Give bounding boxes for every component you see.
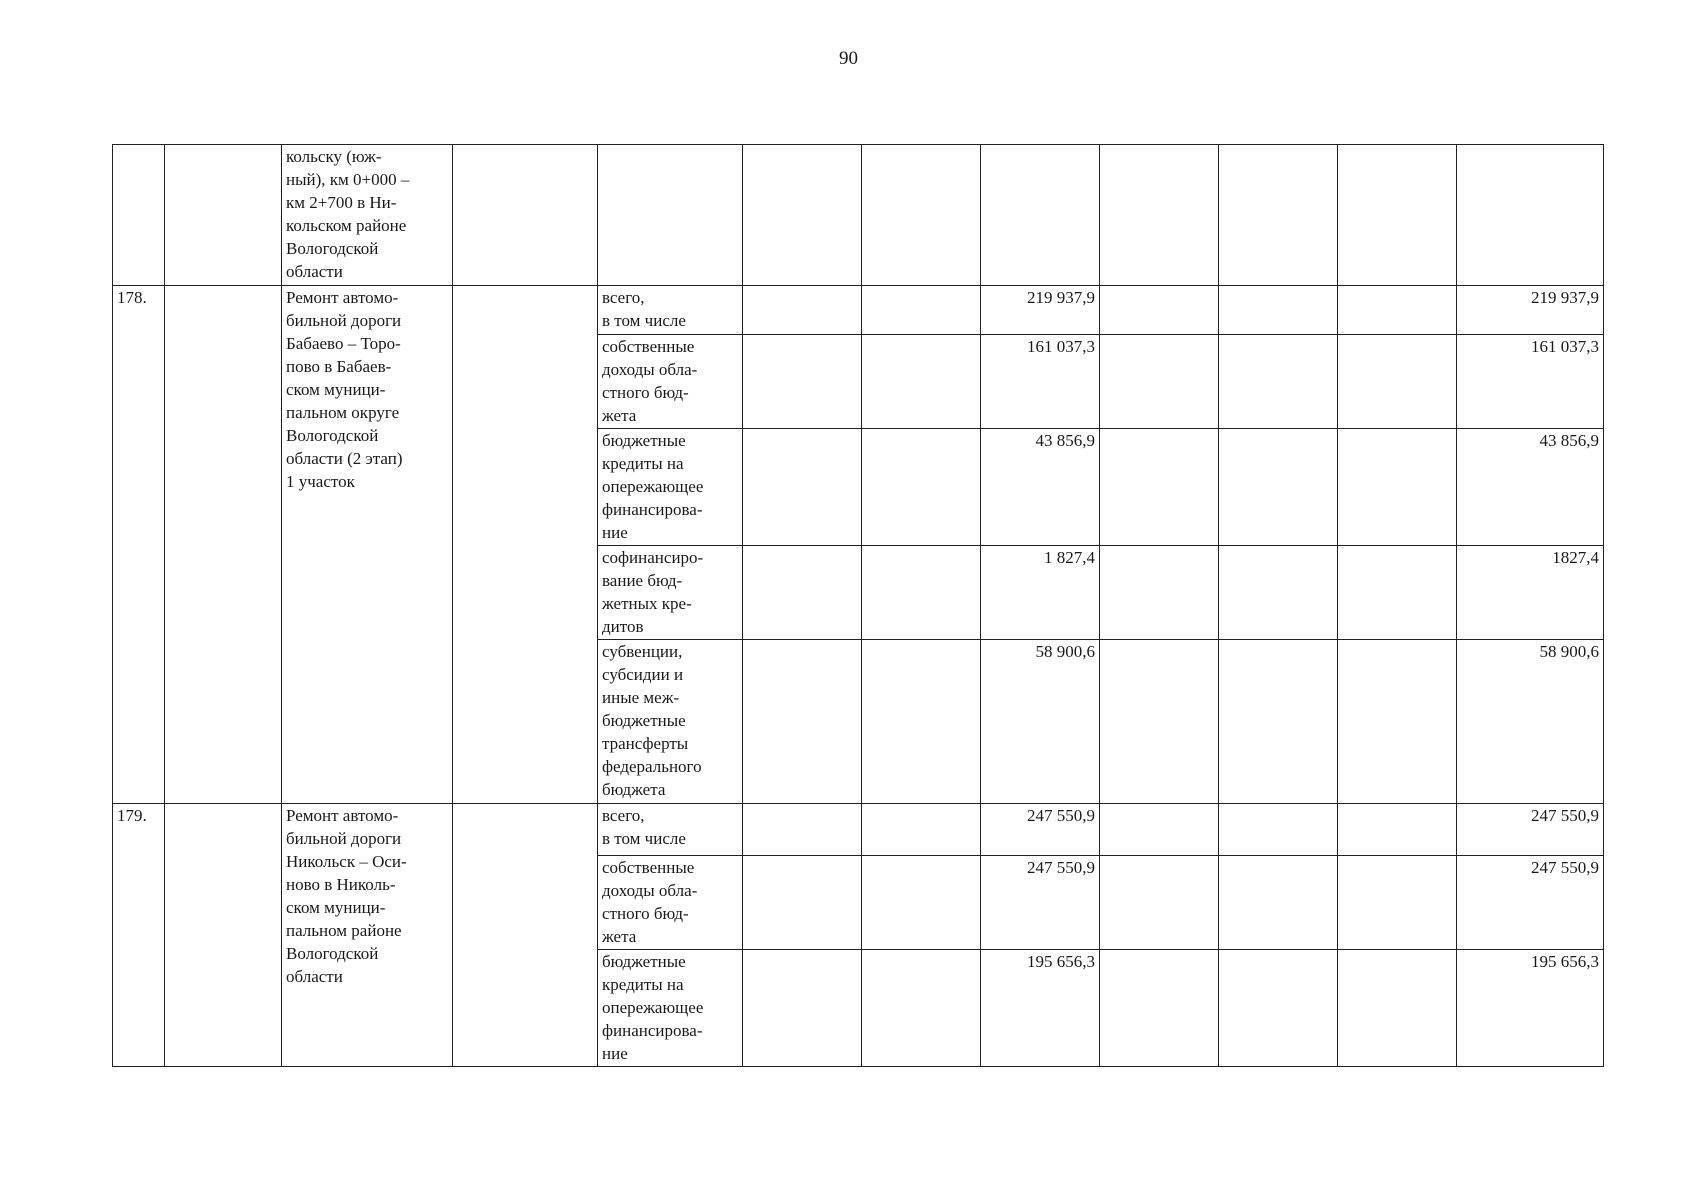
name-line: ный), км 0+000 – [286,170,410,189]
amount-cell: 247 550,9 [981,804,1100,856]
code-cell [165,804,282,1067]
total-cell: 58 900,6 [1457,640,1604,804]
table-row [113,286,1604,335]
project-name-cell [282,145,453,286]
budget-table [112,144,1604,1067]
total-cell: 247 550,9 [1457,856,1604,950]
row-number-cell: 178. [113,286,165,804]
name-line: пальном округе [286,403,400,422]
name-line: Вологодской [286,944,379,963]
amount-cell: 58 900,6 [981,640,1100,804]
table-row [113,145,1604,286]
amount-cell: 247 550,9 [981,856,1100,950]
funding-source-cell: всего, в том числе [598,286,743,335]
amount-cell: 43 856,9 [981,429,1100,546]
funding-source-cell: бюджетные кредиты на опережающее финансирова- ние [598,950,743,1067]
name-line: Ремонт автомо- [286,806,399,825]
name-line: кольску (юж- [286,147,382,166]
name-line: Бабаево – Торо- [286,334,401,353]
funding-source-cell: собственные доходы обла- стного бюд- жета [598,335,743,429]
name-line: Вологодской [286,426,379,445]
name-line: кольском районе [286,216,407,235]
name-line: пальном районе [286,921,402,940]
row-number-cell: 179. [113,804,165,1067]
code-cell [165,145,282,286]
name-line: ново в Николь- [286,875,396,894]
amount-cell: 219 937,9 [981,286,1100,335]
name-line: 1 участок [286,472,355,491]
name-line: пово в Бабаев- [286,357,392,376]
total-cell: 161 037,3 [1457,335,1604,429]
name-line: бильной дороги [286,311,402,330]
table-row [113,804,1604,856]
row-number-cell [113,145,165,286]
name-line: области [286,967,343,986]
name-line: км 2+700 в Ни- [286,193,397,212]
name-line: Никольск – Оси- [286,852,407,871]
page-number: 90 [839,48,858,69]
empty-cell [453,286,598,804]
name-line: Ремонт автомо- [286,288,399,307]
total-cell: 219 937,9 [1457,286,1604,335]
amount-cell: 161 037,3 [981,335,1100,429]
total-cell: 1827,4 [1457,546,1604,640]
amount-cell: 1 827,4 [981,546,1100,640]
name-line: ском муници- [286,380,386,399]
amount-cell: 195 656,3 [981,950,1100,1067]
funding-source-cell: софинансиро- вание бюд- жетных кре- дитов [598,546,743,640]
funding-source-cell: бюджетные кредиты на опережающее финансирова- ние [598,429,743,546]
total-cell: 195 656,3 [1457,950,1604,1067]
name-line: области (2 этап) [286,449,403,468]
empty-cell [453,804,598,1067]
total-cell: 43 856,9 [1457,429,1604,546]
code-cell [165,286,282,804]
name-line: области [286,262,343,281]
funding-source-cell: субвенции, субсидии и иные меж- бюджетные трансферты федерального бюджета [598,640,743,804]
project-name-cell [282,804,453,1067]
name-line: ском муници- [286,898,386,917]
name-line: бильной дороги [286,829,402,848]
funding-source-cell: собственные доходы обла- стного бюд- жета [598,856,743,950]
name-line: Вологодской [286,239,379,258]
funding-source-cell: всего, в том числе [598,804,743,856]
total-cell: 247 550,9 [1457,804,1604,856]
project-name-cell [282,286,453,804]
